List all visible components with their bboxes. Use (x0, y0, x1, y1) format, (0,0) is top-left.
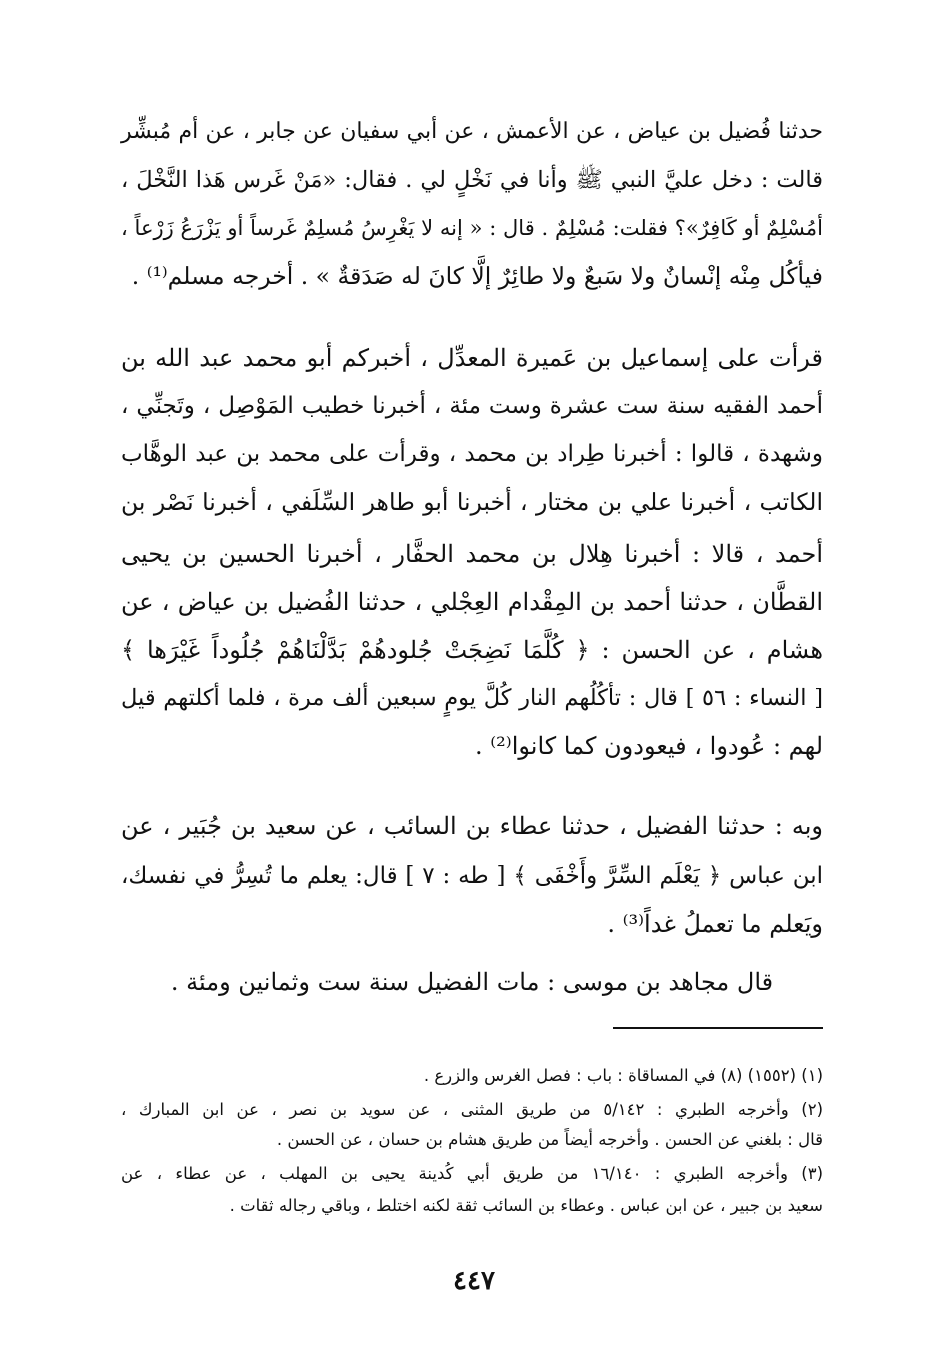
footnote-2-line-1: (٢) وأخرجه الطبري : ٥/١٤٢ من طريق المثنى ، عن سويد بن نصر ، عن ابن المبارك ، (121, 1100, 823, 1119)
footnote-2-line-2: قال : بلغني عن الحسن . وأخرجه أيضاً من طريق هشام بن حسان ، عن الحسن . (276, 1130, 823, 1149)
paragraph-3-line-2: ابن عباس ﴿ يَعْلَم السِّرَّ وأَخْفَى ﴾ [ طه : ٧ ] قال: يعلم ما تُسِرُّ في نفسك، (121, 863, 824, 889)
paragraph-2-line-6: القطَّان ، حدثنا أحمد بن المِقْدام العِجْلي ، حدثنا الفُضيل بن عياض ، عن (121, 588, 823, 616)
closing-line: قال مجاهد بن موسى : مات الفضيل سنة ست وثمانين ومئة . (170, 968, 774, 996)
paragraph-2-line-9: لهم : عُودوا ، فيعودون كما كانوا⁽²⁾ . (475, 732, 823, 760)
paragraph-3-line-3: ويَعلم ما تعملُ غداً⁽³⁾ . (607, 910, 823, 938)
footnote-3-line-2: سعيد بن جبير ، عن ابن عباس . وعطاء بن السائب ثقة لكنه اختلط ، وباقي رجاله ثقات . (229, 1196, 823, 1215)
paragraph-2-line-4: الكاتب ، أخبرنا علي بن مختار ، أخبرنا أبو طاهر السِّلَفي ، أخبرنا نَصْر بن (121, 488, 823, 516)
footnote-1-line-1: (١) (١٥٥٢) (٨) في المساقاة : باب : فصل الغرس والزرع . (423, 1066, 823, 1085)
paragraph-1-line-1: حدثنا فُضيل بن عياض ، عن الأعمش ، عن أبي سفيان عن جابر ، عن أم مُبشِّر (121, 119, 823, 144)
paragraph-1-line-4: فيأكُل مِنْه إنْسانٌ ولا سَبعٌ ولا طائِرٌ إلَّا كانَ له صَدَقةٌ » . أخرجه مسلم⁽¹⁾ . (131, 262, 823, 290)
paragraph-2-line-7: هشام ، عن الحسن : ﴿ كُلَّمَا نَضِجَتْ جُلودهُمْ بَدَّلْنَاهُمْ جُلُوداً غَيْرَها ﴾ (121, 636, 823, 664)
paragraph-2-line-1: قرأت على إسماعيل بن عَميرة المعدِّل ، أخبركم أبو محمد عبد الله بن (121, 344, 823, 372)
paragraph-2-line-2: أحمد الفقيه سنة ست عشرة وست مئة ، أخبرنا خطيب المَوْصِل ، وتَجنِّي ، (121, 393, 823, 419)
paragraph-3-line-1: وبه : حدثنا الفضيل ، حدثنا عطاء بن السائب ، عن سعيد بن جُبَير ، عن (121, 812, 823, 840)
page-number: ٤٤٧ (453, 1266, 495, 1296)
paragraph-1-line-3: أمُسْلِمٌ أو كَافِرٌ»؟ فقلت: مُسْلِمٌ . قال : « إنه لا يَغْرِسُ مُسلِمٌ غَرساً أو يَزْرَعُ زَرْعاً ، (121, 216, 823, 240)
paragraph-1-line-2: قالت : دخل عليَّ النبي ﷺ وأنا في نَخْلٍ لي . فقال: «مَنْ غَرس هَذا النَّخْلَ ، (121, 167, 823, 193)
footnote-separator (613, 1027, 823, 1029)
paragraph-2-line-8: [ النساء : ٥٦ ] قال : تأكُلُهم النار كُلَّ يومٍ سبعين ألف مرة ، فلما أكلتهم قيل (121, 685, 823, 711)
paragraph-2-line-3: وشهدة ، قالوا : أخبرنا طِراد بن محمد ، وقرأت على محمد بن عبد الوهَّاب (121, 441, 823, 467)
footnote-3-line-1: (٣) وأخرجه الطبري : ١٦/١٤٠ من طريق أبي كُدينة يحيى بن المهلب ، عن عطاء ، عن (121, 1164, 823, 1183)
paragraph-2-line-5: أحمد ، قالا : أخبرنا هِلال بن محمد الحفَّار ، أخبرنا الحسين بن يحيى (121, 540, 823, 568)
